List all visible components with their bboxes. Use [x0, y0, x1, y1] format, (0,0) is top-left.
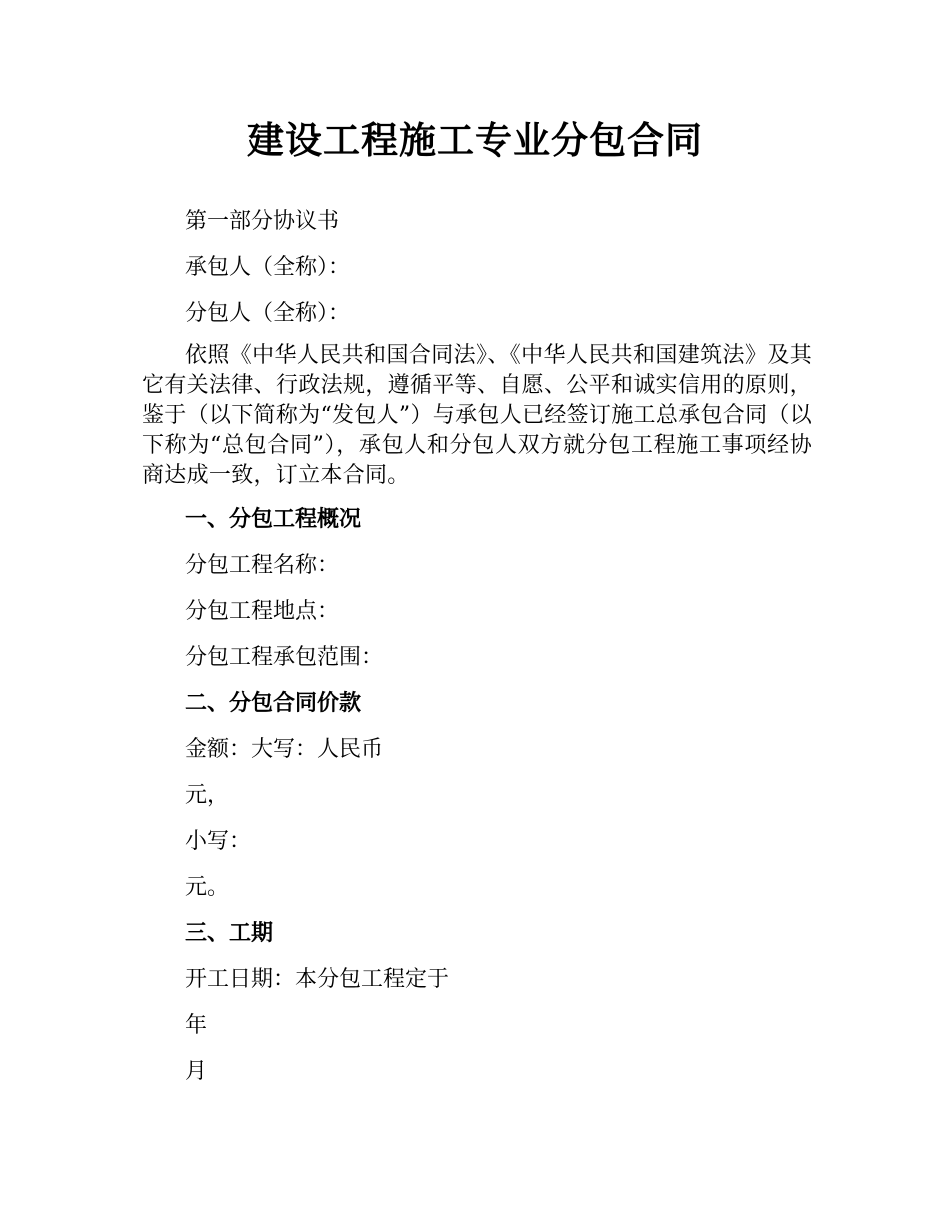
subcontractor-field: 分包人（全称）： [185, 301, 351, 326]
part-one-label: 第一部分协议书 [185, 209, 340, 234]
contractor-field: 承包人（全称）： [185, 255, 351, 280]
section-3-heading: 三、工期 [185, 921, 274, 946]
project-name-field: 分包工程名称： [185, 553, 340, 578]
intro-paragraph: 依照《中华人民共和国合同法》、《中华人民共和国建筑法》及其它有关法律、行政法规，遵循平等、自愿、公平和诚实信用的原则，鉴于（以下简称为“发包人”）与承包人已经签订施工总承包合同（以下称为“总包合同”），承包人和分包人双方就分包工程施工事项经协商达成一致，订立本合同。 [142, 343, 812, 488]
amount-uppercase-field: 金额：大写：人民币 [185, 737, 384, 762]
document-title: 建设工程施工专业分包合同 [247, 119, 703, 162]
document-body [142, 199, 812, 1095]
project-scope-field: 分包工程承包范围： [185, 645, 384, 670]
start-year-line: 年 [185, 1013, 208, 1038]
project-location-field: 分包工程地点： [185, 599, 340, 624]
section-1-heading: 一、分包工程概况 [185, 507, 362, 532]
section-2-heading: 二、分包合同价款 [185, 691, 362, 716]
amount-unit-line-end: 元。 [185, 875, 230, 900]
amount-unit-line: 元， [185, 783, 230, 808]
start-month-line: 月 [185, 1059, 208, 1084]
amount-lowercase-field: 小写： [185, 829, 252, 854]
start-date-field: 开工日期：本分包工程定于 [185, 967, 450, 992]
